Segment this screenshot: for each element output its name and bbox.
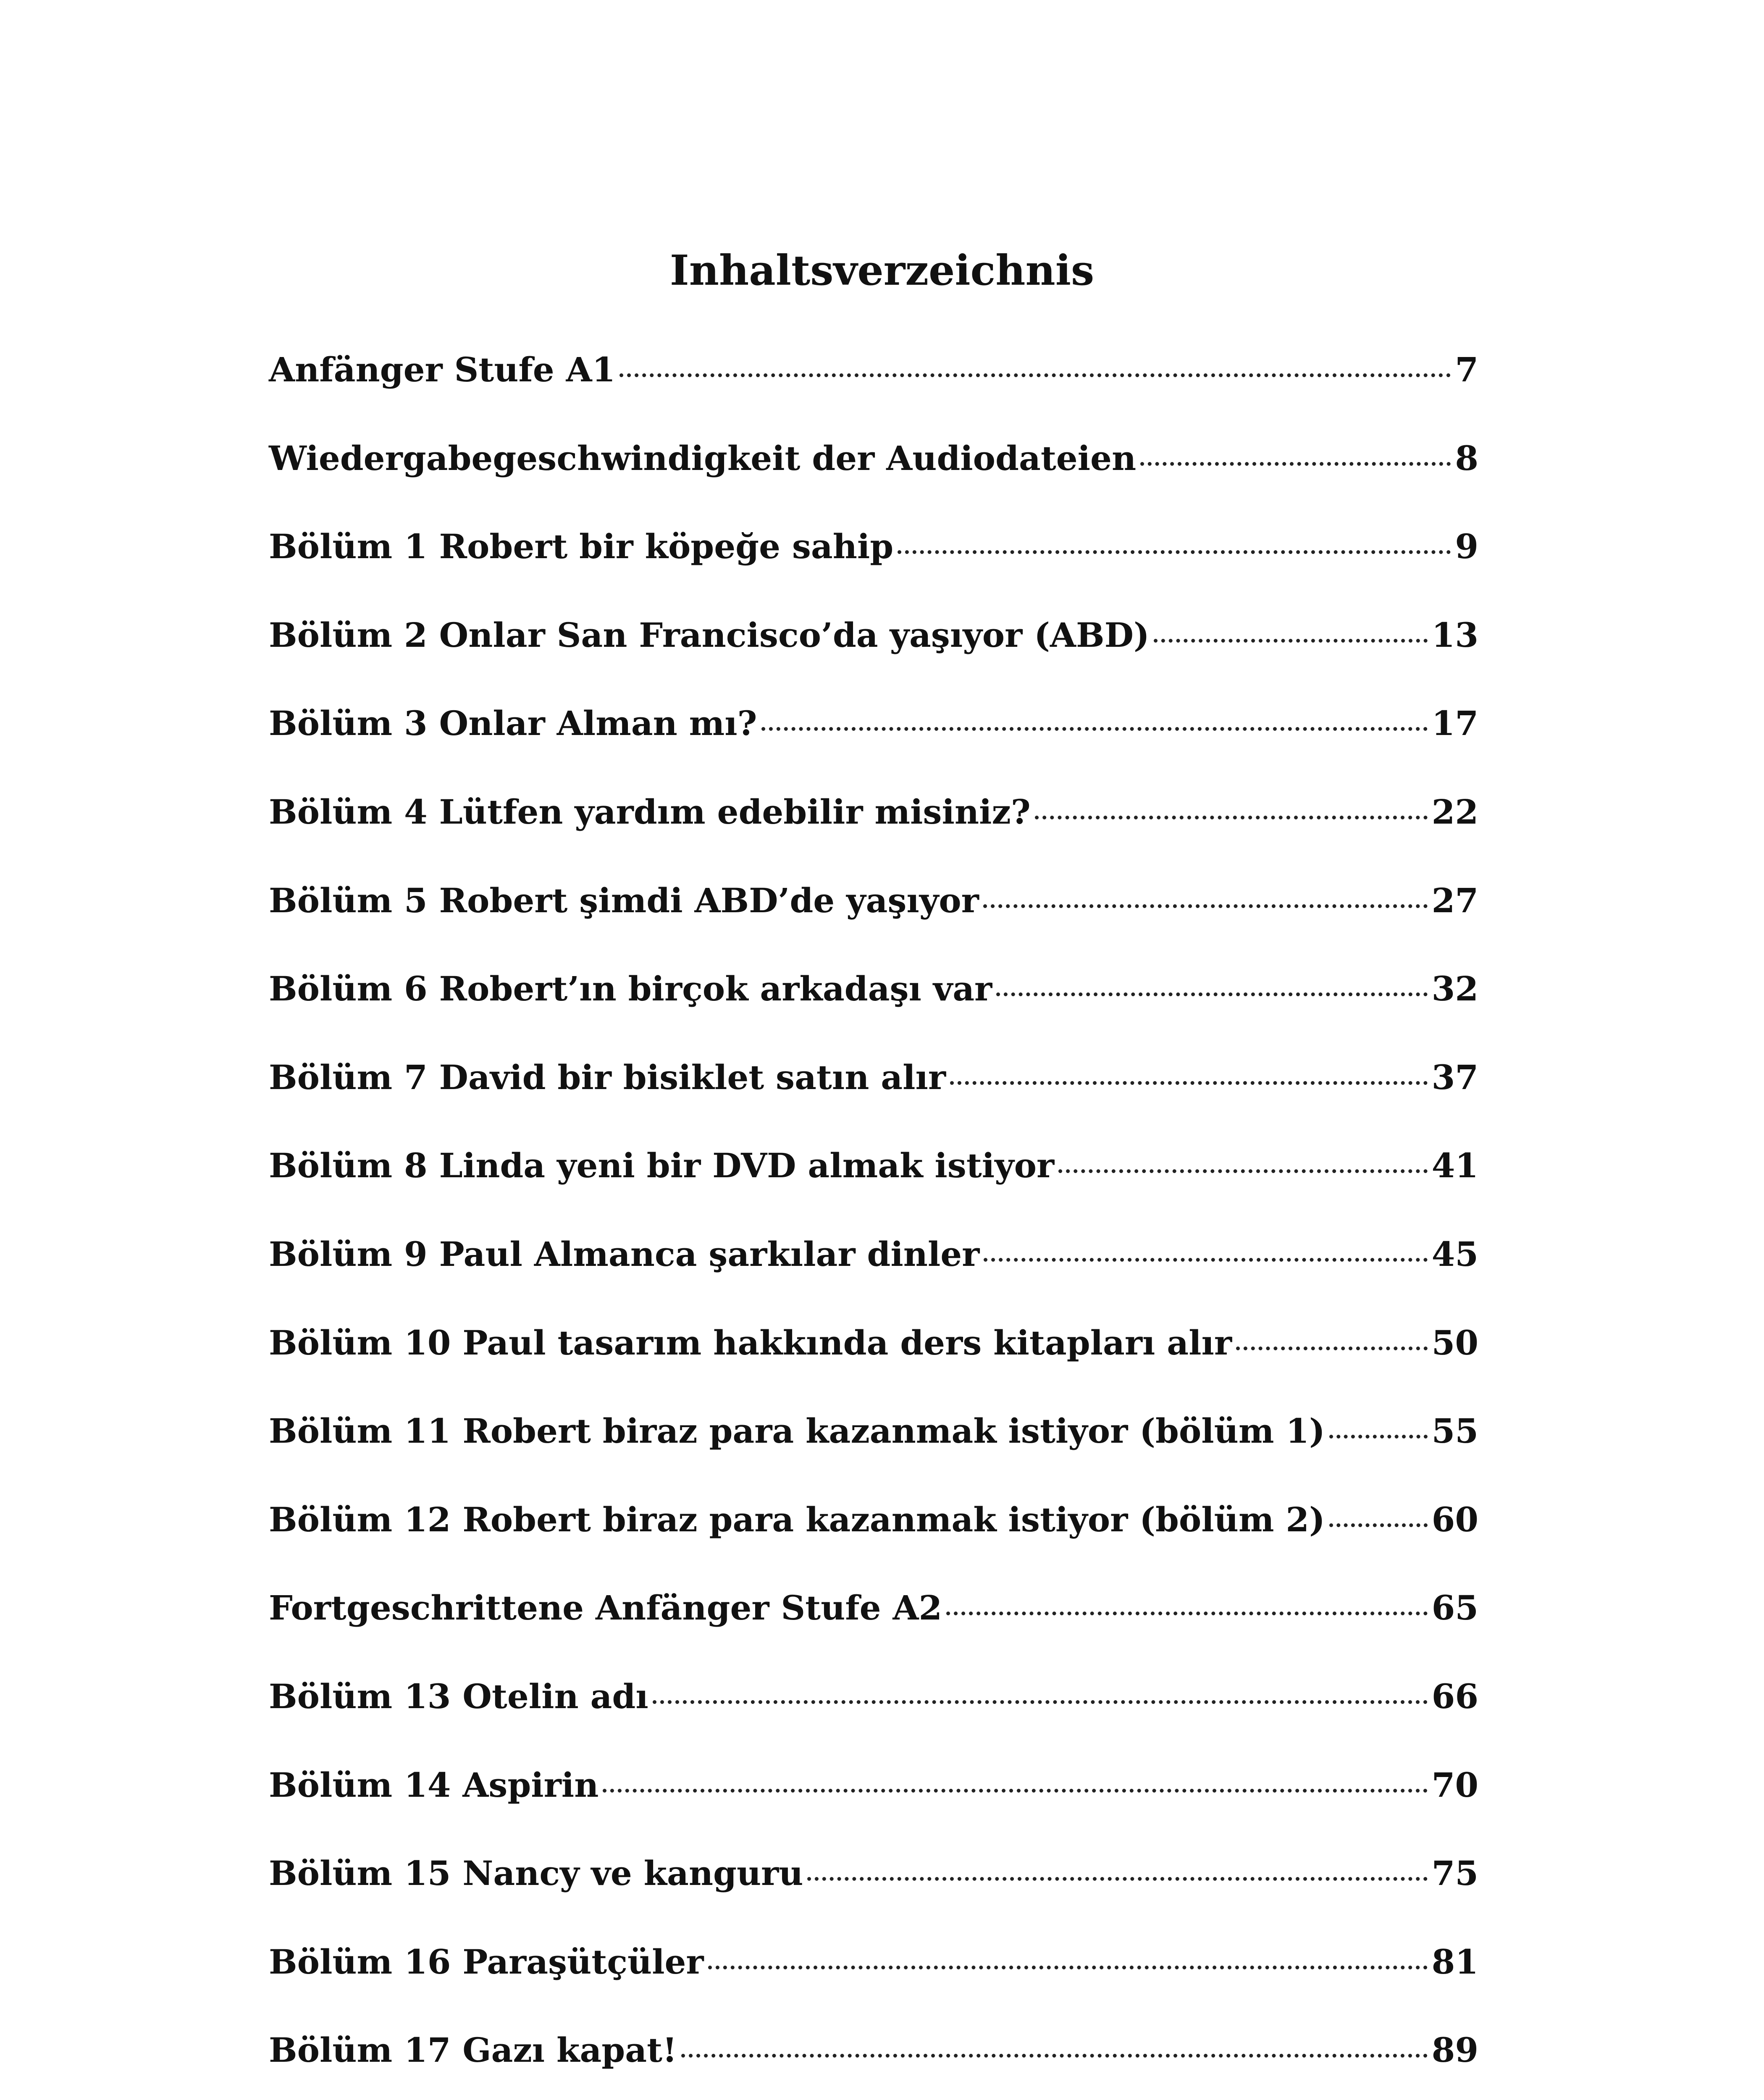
toc-entry-title: Bölüm 5 Robert şimdi ABD’de yaşıyor (269, 880, 979, 920)
toc-entry-page: 60 (1431, 1499, 1478, 1539)
toc-dot-leader (950, 1081, 1428, 1085)
toc-entry-page: 8 (1455, 438, 1478, 478)
toc-entry[interactable] (269, 966, 1478, 1054)
toc-entry-page: 17 (1431, 704, 1478, 743)
toc-entry-title: Bölüm 4 Lütfen yardım edebilir misiniz? (269, 792, 1031, 832)
toc-entry-page: 89 (1431, 2030, 1478, 2070)
toc-entry[interactable] (269, 1673, 1478, 1762)
toc-entry[interactable] (269, 1762, 1478, 1851)
toc-dot-leader (1154, 639, 1428, 643)
toc-entry[interactable] (269, 523, 1478, 612)
toc-entry-page: 22 (1431, 792, 1478, 832)
toc-dot-leader (603, 1789, 1427, 1793)
toc-entry-page: 32 (1431, 969, 1478, 1009)
toc-dot-leader (1140, 462, 1451, 466)
toc-dot-leader (1236, 1347, 1428, 1350)
toc-entry[interactable] (269, 1320, 1478, 1408)
toc-entry-title: Wiedergabegeschwindigkeit der Audiodateien (269, 438, 1137, 478)
toc-entry[interactable] (269, 1408, 1478, 1496)
toc-dot-leader (996, 992, 1427, 996)
toc-entry[interactable] (269, 346, 1478, 435)
toc-entry-title: Bölüm 3 Onlar Alman mı? (269, 704, 757, 743)
toc-entry[interactable] (269, 2027, 1478, 2100)
toc-entry[interactable] (269, 789, 1478, 877)
toc-entry-page: 70 (1431, 1765, 1478, 1805)
toc-entry-title: Bölüm 16 Paraşütçüler (269, 1942, 704, 1982)
toc-dot-leader (653, 1700, 1428, 1704)
toc-dot-leader (620, 373, 1451, 377)
toc-entry[interactable] (269, 700, 1478, 789)
toc-entry[interactable] (269, 612, 1478, 701)
toc-entry-page: 55 (1431, 1411, 1478, 1451)
toc-entry-title: Bölüm 15 Nancy ve kanguru (269, 1853, 803, 1893)
toc-entry-title: Bölüm 13 Otelin adı (269, 1676, 648, 1716)
toc-entry[interactable] (269, 1496, 1478, 1585)
toc-dot-leader (1035, 816, 1428, 819)
toc-entry-title: Bölüm 17 Gazı kapat! (269, 2030, 677, 2070)
toc-entry[interactable] (269, 1142, 1478, 1231)
toc-entry-title: Fortgeschrittene Anfänger Stufe A2 (269, 1588, 942, 1628)
toc-entry-page: 37 (1431, 1057, 1478, 1097)
toc-dot-leader (761, 727, 1428, 731)
toc-entry-title: Bölüm 7 David bir bisiklet satın alır (269, 1057, 946, 1097)
toc-entry[interactable] (269, 1850, 1478, 1939)
toc-dot-leader (1329, 1435, 1428, 1438)
toc-entry-page: 66 (1431, 1676, 1478, 1716)
toc-dot-leader (946, 1612, 1428, 1615)
toc-entry-title: Bölüm 14 Aspirin (269, 1765, 599, 1805)
table-of-contents (269, 346, 1478, 2100)
toc-entry-page: 81 (1431, 1942, 1478, 1982)
toc-dot-leader (983, 904, 1428, 908)
toc-entry-title: Bölüm 8 Linda yeni bir DVD almak istiyor (269, 1146, 1055, 1186)
toc-entry-title: Bölüm 11 Robert biraz para kazanmak istiyor (bölüm 1) (269, 1411, 1325, 1451)
page-title: Inhaltsverzeichnis (669, 247, 1095, 295)
toc-entry-title: Bölüm 1 Robert bir köpeğe sahip (269, 527, 894, 567)
toc-entry[interactable] (269, 877, 1478, 966)
toc-entry-page: 27 (1431, 880, 1478, 920)
toc-entry-title: Bölüm 2 Onlar San Francisco’da yaşıyor (ABD) (269, 615, 1150, 655)
toc-entry-page: 50 (1431, 1323, 1478, 1362)
toc-dot-leader (898, 550, 1451, 554)
toc-entry-page: 9 (1455, 527, 1478, 567)
toc-dot-leader (1058, 1169, 1428, 1173)
toc-entry-page: 7 (1455, 350, 1478, 389)
toc-dot-leader (807, 1877, 1427, 1881)
toc-entry-title: Bölüm 12 Robert biraz para kazanmak istiyor (bölüm 2) (269, 1499, 1325, 1539)
toc-entry[interactable] (269, 1939, 1478, 2027)
toc-entry-title: Bölüm 10 Paul tasarım hakkında ders kitapları alır (269, 1323, 1232, 1362)
toc-dot-leader (1329, 1523, 1428, 1527)
toc-entry[interactable] (269, 1585, 1478, 1673)
toc-entry-page: 75 (1431, 1853, 1478, 1893)
toc-dot-leader (708, 1966, 1428, 1969)
toc-entry-title: Anfänger Stufe A1 (269, 350, 616, 389)
toc-entry-page: 41 (1431, 1146, 1478, 1186)
toc-entry-title: Bölüm 6 Robert’ın birçok arkadaşı var (269, 969, 992, 1009)
toc-entry-page: 45 (1431, 1234, 1478, 1274)
toc-entry-title: Bölüm 9 Paul Almanca şarkılar dinler (269, 1234, 980, 1274)
toc-entry-page: 13 (1431, 615, 1478, 655)
toc-dot-leader (984, 1258, 1427, 1262)
toc-entry[interactable] (269, 435, 1478, 524)
toc-entry-page: 65 (1431, 1588, 1478, 1628)
toc-entry[interactable] (269, 1231, 1478, 1320)
toc-dot-leader (681, 2054, 1428, 2058)
toc-entry[interactable] (269, 1054, 1478, 1143)
